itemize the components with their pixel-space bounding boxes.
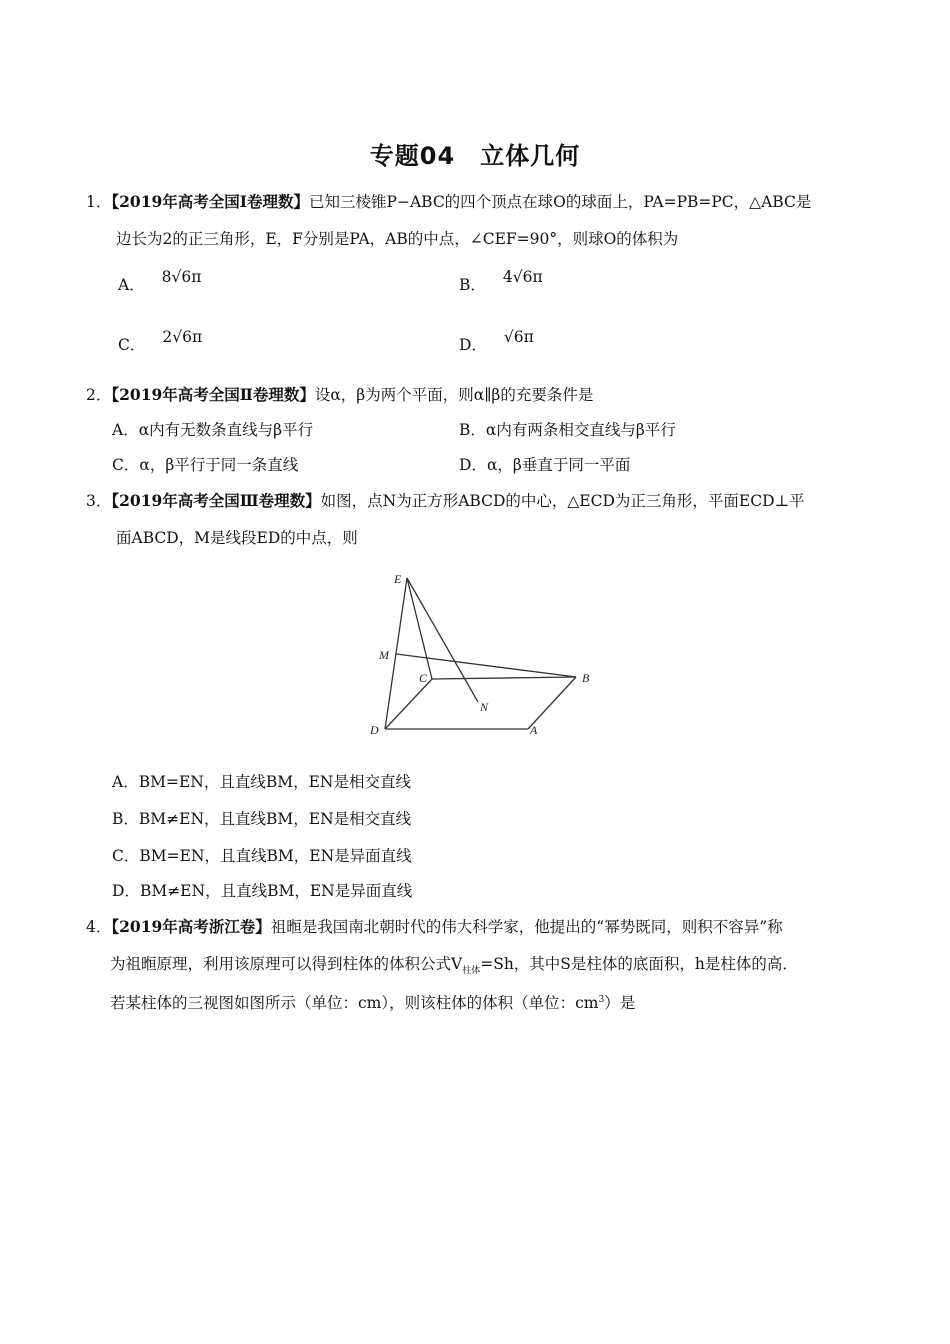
question-4-text-2b: =Sh，其中S是柱体的底面积，h是柱体的高． <box>480 955 798 973</box>
question-1-number: 1． <box>86 193 112 211</box>
option-value <box>503 268 543 286</box>
option-value <box>162 268 202 286</box>
question-2-option-d[interactable] <box>459 455 630 475</box>
label-d: D <box>370 723 379 737</box>
question-3-text-1: 如图，点N为正方形ABCD的中心，△ECD为正三角形，平面ECD⊥平 <box>320 492 805 510</box>
question-1-line-1 <box>86 192 811 212</box>
question-3-option-c[interactable] <box>112 846 412 866</box>
label-m: M <box>379 648 389 662</box>
edge-en <box>407 578 478 702</box>
option-radical: √6 <box>171 268 192 286</box>
option-text: α，β垂直于同一平面 <box>486 456 631 474</box>
question-4-text-1: 祖暅是我国南北朝时代的伟大科学家，他提出的“幂势既同，则积不容异”称 <box>270 918 783 936</box>
option-label: D． <box>459 456 487 474</box>
question-1-option-b[interactable] <box>459 268 543 295</box>
option-text: BM≠EN，且直线BM，EN是相交直线 <box>138 810 412 828</box>
option-value <box>162 328 202 346</box>
option-radical: √6 <box>172 328 192 346</box>
option-value <box>504 328 534 346</box>
question-3-figure <box>360 566 610 746</box>
option-radical: √6 <box>503 328 524 346</box>
question-4-source: 【2019年高考浙江卷】 <box>111 917 271 936</box>
option-label: C． <box>112 456 140 474</box>
edge-dc <box>385 679 432 729</box>
option-coef: 8 <box>161 268 172 286</box>
edge-ba <box>528 677 576 729</box>
label-a: A <box>530 723 538 737</box>
option-label: A． <box>118 276 145 294</box>
question-1-option-d[interactable] <box>459 328 534 355</box>
edge-ec <box>407 578 432 679</box>
option-label: B． <box>459 421 486 439</box>
option-text: BM≠EN，且直线BM，EN是异面直线 <box>139 882 413 900</box>
question-4-text-3b: ）是 <box>604 994 636 1013</box>
option-text: α内有两条相交直线与β平行 <box>485 421 676 439</box>
option-text: α，β平行于同一条直线 <box>139 456 299 474</box>
option-label: A． <box>112 773 139 791</box>
option-radical: √6 <box>512 268 533 286</box>
option-text: α内有无数条直线与β平行 <box>138 421 314 439</box>
question-1-text-1: 已知三棱锥P−ABC的四个顶点在球O的球面上，PA=PB=PC，△ABC是 <box>309 193 812 211</box>
question-1-line-2: 边长为2的正三角形，E，F分别是PA，AB的中点，∠CEF=90°，则球O的体积为 <box>116 230 679 248</box>
question-1-option-a[interactable] <box>118 268 202 295</box>
question-4-line-2 <box>110 954 798 981</box>
option-label: B． <box>112 810 139 828</box>
option-coef: 4 <box>502 268 513 286</box>
label-e: E <box>394 572 402 586</box>
question-3-number: 3． <box>86 492 112 510</box>
question-4-line-3 <box>110 990 635 1013</box>
label-c: C <box>419 671 428 685</box>
question-3-line-2: 面ABCD，M是线段ED的中点，则 <box>116 529 358 547</box>
question-3-option-a[interactable] <box>112 772 411 792</box>
option-pi: π <box>532 268 543 286</box>
option-pi: π <box>523 328 534 346</box>
question-3-option-d[interactable] <box>112 881 412 901</box>
question-2-option-c[interactable] <box>112 455 298 475</box>
option-label: D． <box>112 882 140 900</box>
question-2-option-a[interactable] <box>112 420 313 440</box>
option-label: D． <box>459 336 487 354</box>
question-2-option-b[interactable] <box>459 420 676 440</box>
question-4-line-1 <box>86 917 783 937</box>
question-3-option-b[interactable] <box>112 809 411 829</box>
question-1-option-c[interactable] <box>118 328 203 355</box>
option-pi: π <box>191 268 202 286</box>
option-label: B． <box>459 276 486 294</box>
question-3-source: 【2019年高考全国Ⅲ卷理数】 <box>111 491 321 510</box>
question-2-number: 2． <box>86 386 112 404</box>
option-label: C． <box>118 336 146 354</box>
unit-superscript: 3 <box>598 995 605 1005</box>
edge-cb <box>432 677 576 679</box>
option-label: A． <box>112 421 139 439</box>
label-n: N <box>480 700 489 714</box>
page-title: 专题04 立体几何 <box>369 142 581 170</box>
question-4-text-3a: 若某柱体的三视图如图所示（单位：cm），则该柱体的体积（单位：cm <box>110 994 599 1013</box>
option-text: BM=EN，且直线BM，EN是异面直线 <box>139 847 412 865</box>
question-4-text-2a: 为祖暅原理，利用该原理可以得到柱体的体积公式V <box>110 955 463 973</box>
option-label: C． <box>112 847 140 865</box>
label-b: B <box>582 671 590 685</box>
question-1-source: 【2019年高考全国Ⅰ卷理数】 <box>111 192 310 211</box>
option-text: BM=EN，且直线BM，EN是相交直线 <box>138 773 411 791</box>
option-pi: π <box>191 328 203 346</box>
question-4-number: 4． <box>86 918 112 936</box>
option-coef: 2 <box>162 328 173 346</box>
question-2-source: 【2019年高考全国Ⅱ卷理数】 <box>111 385 315 404</box>
question-2-line-1 <box>86 385 593 405</box>
volume-subscript: 柱体 <box>462 966 481 977</box>
question-2-text-1: 设α，β为两个平面，则α∥β的充要条件是 <box>314 386 594 404</box>
question-3-line-1 <box>86 491 805 511</box>
